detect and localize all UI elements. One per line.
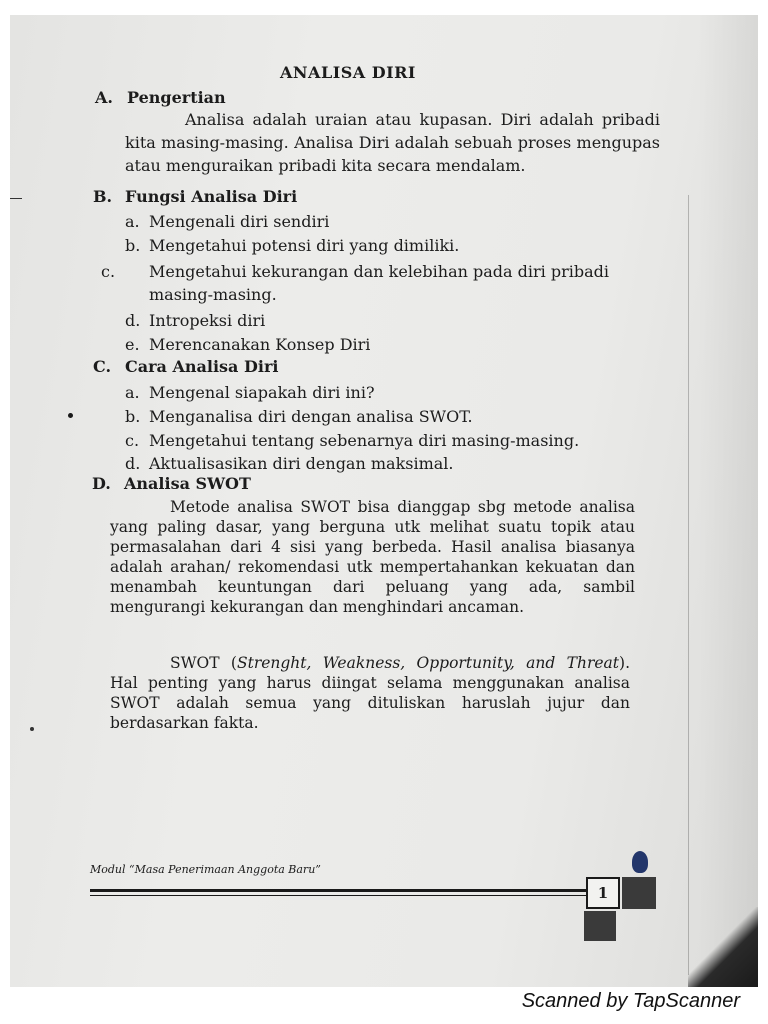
footer-rule-thin xyxy=(90,895,586,896)
item-letter: d. xyxy=(125,454,141,473)
scanned-page xyxy=(10,15,758,987)
item-letter: b. xyxy=(125,236,141,255)
item-letter: b. xyxy=(125,407,141,426)
item-text: Mengetahui potensi diri yang dimiliki. xyxy=(149,236,460,255)
section-c-item xyxy=(125,452,655,475)
section-b-number: B. xyxy=(93,187,113,206)
footer-module-title: Modul “Masa Penerimaan Anggota Baru” xyxy=(90,863,321,876)
section-d-paragraph-2 xyxy=(110,653,630,733)
section-a-number: A. xyxy=(95,88,113,107)
footer-decor-square xyxy=(622,877,656,909)
item-text: Menganalisa diri dengan analisa SWOT. xyxy=(149,407,473,426)
swot-terms: Strenght, Weakness, Opportunity, and Threat xyxy=(236,654,620,672)
item-letter: a. xyxy=(125,212,140,231)
section-d-heading xyxy=(92,474,251,493)
item-text: Mengetahui kekurangan dan kelebihan pada diri pribadi masing-masing. xyxy=(149,262,609,304)
scanner-watermark: Scanned by TapScanner xyxy=(521,990,740,1012)
document-title: ANALISA DIRI xyxy=(280,63,416,82)
section-a-title: Pengertian xyxy=(127,88,226,107)
page-number: 1 xyxy=(586,877,620,909)
margin-dot xyxy=(68,413,73,418)
section-b-title: Fungsi Analisa Diri xyxy=(125,187,298,206)
section-b-item xyxy=(125,333,655,356)
item-text: Aktualisasikan diri dengan maksimal. xyxy=(149,454,454,473)
item-text: Mengenal siapakah diri ini? xyxy=(149,383,375,402)
section-a-body: Analisa adalah uraian atau kupasan. Diri adalah pribadi kita masing-masing. Analisa Diri adalah sebuah proses mengupas atau menguraikan pribadi kita secara mendalam. xyxy=(125,110,660,175)
item-letter: c. xyxy=(101,262,116,281)
section-c-item xyxy=(125,405,655,428)
footer-rule xyxy=(90,889,586,892)
section-b-item xyxy=(125,309,655,332)
section-c-item xyxy=(125,429,665,452)
item-text: Mengenali diri sendiri xyxy=(149,212,330,231)
section-b-item xyxy=(101,260,665,306)
section-d-title: Analisa SWOT xyxy=(124,474,251,493)
item-text: Merencanakan Konsep Diri xyxy=(149,335,371,354)
page-corner-shadow xyxy=(688,907,758,987)
item-letter: e. xyxy=(125,335,140,354)
section-b-item xyxy=(125,210,655,233)
page-fold-line xyxy=(688,195,689,975)
item-text: Mengetahui tentang sebenarnya diri masing-masing. xyxy=(149,431,580,450)
section-c-number: C. xyxy=(93,357,112,376)
section-d-number: D. xyxy=(92,474,111,493)
section-d-paragraph-1: Metode analisa SWOT bisa dianggap sbg metode analisa yang paling dasar, yang berguna utk melihat suatu topik atau permasalahan dari 4 sisi yang berbeda. Hasil analisa biasanya adalah arahan/ rekomendasi utk mempertahankan kekuatan dan menambah keuntungan dari peluang yang ada, sambil mengurangi kekurangan dan menghindari ancaman. xyxy=(110,498,635,616)
ink-blot xyxy=(632,851,648,873)
margin-mark xyxy=(10,198,22,199)
footer-decor-square xyxy=(584,911,616,941)
margin-mark xyxy=(30,727,34,731)
para2-lead: SWOT ( xyxy=(170,654,237,672)
section-c-item xyxy=(125,381,655,404)
item-letter: c. xyxy=(125,431,140,450)
para2-rest: ). Hal penting yang harus diingat selama menggunakan analisa SWOT adalah semua yang dituliskan haruslah jujur dan berdasarkan fakta. xyxy=(110,654,630,732)
section-a-heading xyxy=(95,88,226,107)
section-b-item xyxy=(125,234,655,257)
section-c-title: Cara Analisa Diri xyxy=(125,357,279,376)
item-text: Intropeksi diri xyxy=(149,311,266,330)
section-c-heading xyxy=(93,357,278,376)
item-letter: a. xyxy=(125,383,140,402)
page-shadow xyxy=(698,15,758,987)
section-b-heading xyxy=(93,187,297,206)
item-letter: d. xyxy=(125,311,141,330)
